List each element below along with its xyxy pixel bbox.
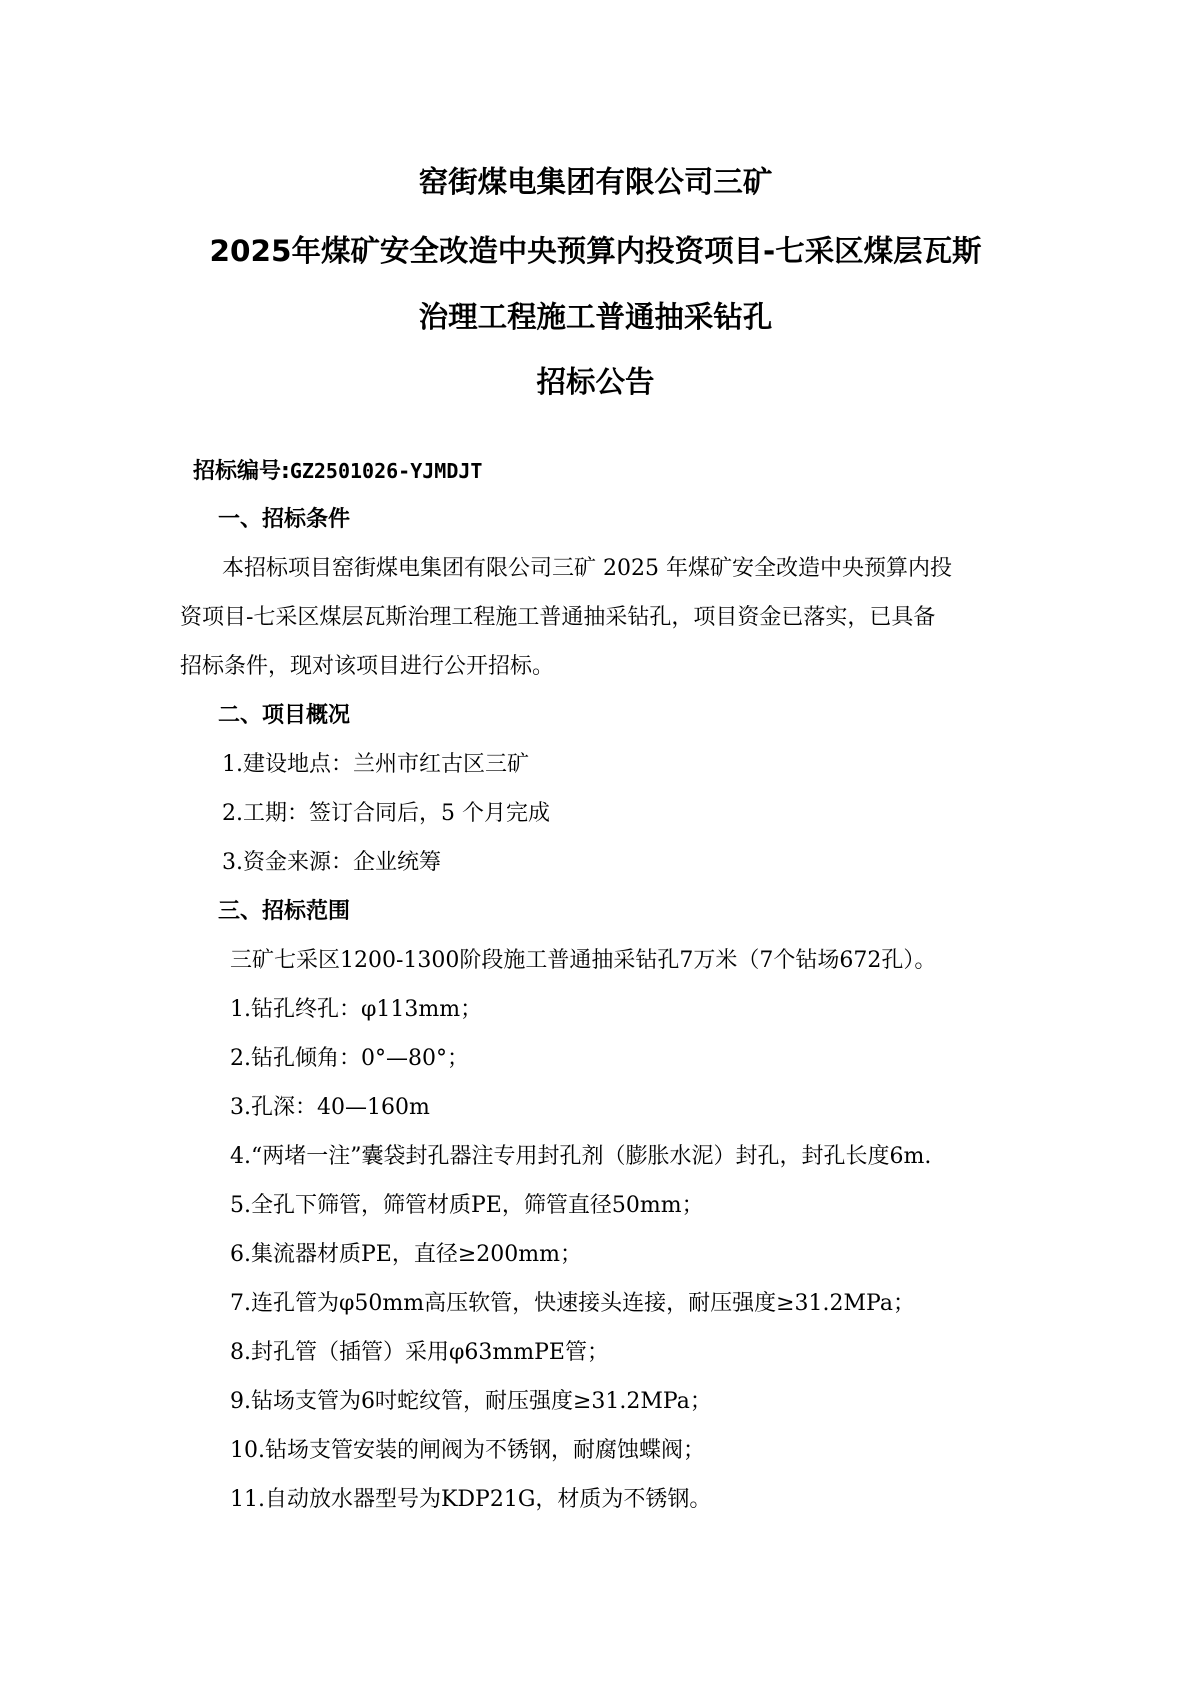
tender-number-label: 招标编号: [193,459,290,484]
tender-number-value: GZ2501026-YJMDJT [289,459,483,483]
list-item: 6.集流器材质PE，直径≥200mm； [230,1242,583,1267]
scope-intro: 三矿七采区1200-1300阶段施工普通抽采钻孔7万米（7个钻场672孔）。 [230,948,937,973]
title-company: 窑街煤电集团有限公司三矿 [418,165,773,199]
list-item: 2.工期：签订合同后，5 个月完成 [222,801,550,826]
paragraph-line: 招标条件，现对该项目进行公开招标。 [180,654,555,679]
list-item: 2.钻孔倾角：0°—80°； [230,1046,469,1071]
paragraph-line: 本招标项目窑街煤电集团有限公司三矿 2025 年煤矿安全改造中央预算内投 [222,556,952,581]
section-heading-overview: 二、项目概况 [218,703,351,728]
list-item: 4.“两堵一注”囊袋封孔器注专用封孔剂（膨胀水泥）封孔，封孔长度6m. [230,1144,932,1169]
list-item: 7.连孔管为φ50mm高压软管，快速接头连接，耐压强度≥31.2MPa； [230,1291,915,1316]
title-project-line-1: 2025年煤矿安全改造中央预算内投资项目-七采区煤层瓦斯 [209,234,982,268]
tender-number [193,456,482,487]
list-item: 5.全孔下筛管，筛管材质PE，筛管直径50mm； [230,1193,704,1218]
section-heading-conditions: 一、招标条件 [218,507,351,532]
list-item: 3.孔深：40—160m [230,1095,430,1120]
list-item: 11.自动放水器型号为KDP21G，材质为不锈钢。 [230,1487,712,1512]
list-item: 1.建设地点：兰州市红古区三矿 [222,752,529,777]
list-item: 9.钻场支管为6吋蛇纹管，耐压强度≥31.2MPa； [230,1389,712,1414]
list-item: 1.钻孔终孔：φ113mm； [230,997,483,1022]
section-heading-scope: 三、招标范围 [218,899,351,924]
paragraph-line: 资项目-七采区煤层瓦斯治理工程施工普通抽采钻孔，项目资金已落实，已具备 [180,605,936,630]
title-project-line-2: 治理工程施工普通抽采钻孔 [418,300,773,334]
list-item: 10.钻场支管安装的闸阀为不锈钢，耐腐蚀蝶阀； [230,1438,705,1463]
list-item: 8.封孔管（插管）采用φ63mmPE管； [230,1340,609,1365]
list-item: 3.资金来源：企业统筹 [222,850,441,875]
title-announcement: 招标公告 [536,365,655,399]
